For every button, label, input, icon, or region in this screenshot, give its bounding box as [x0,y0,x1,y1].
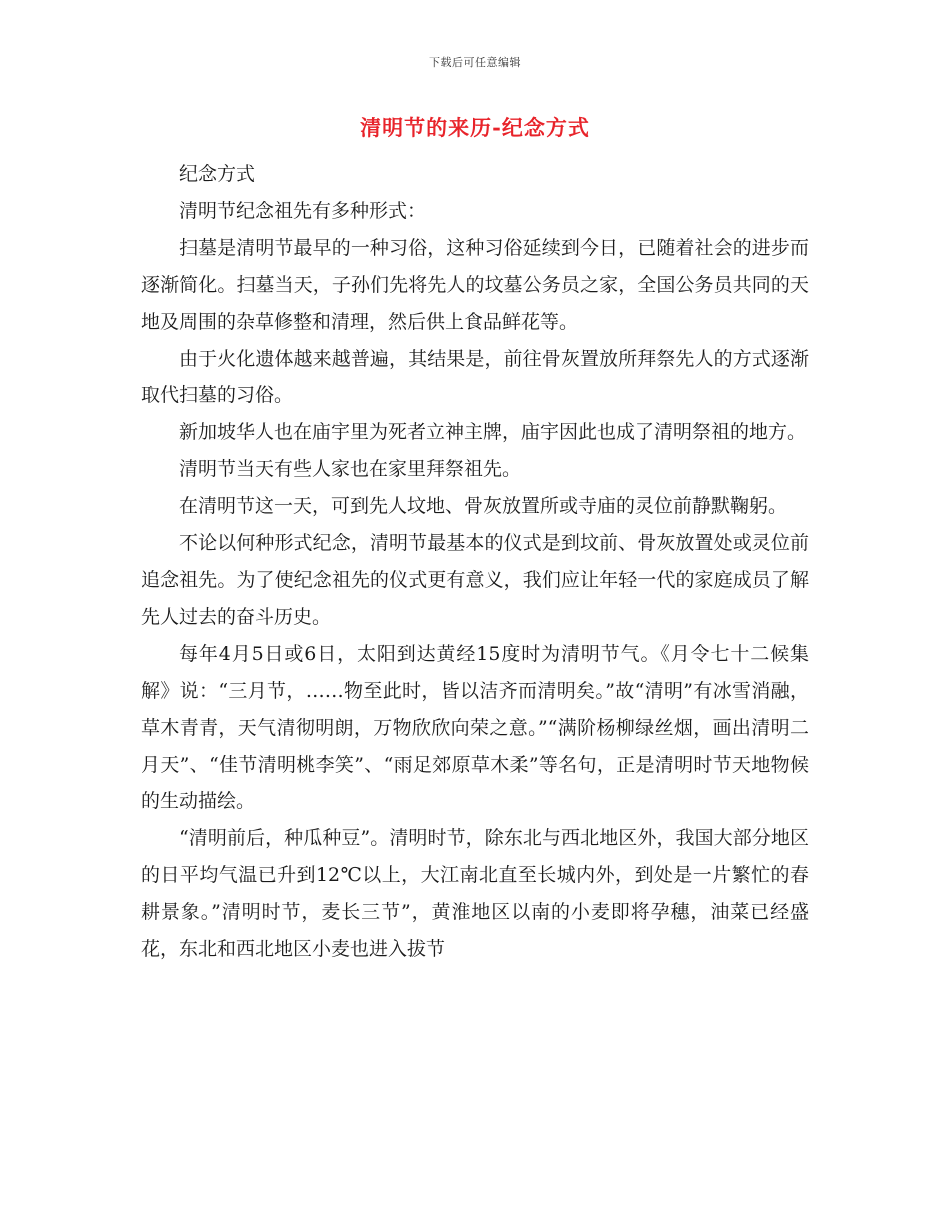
paragraph: 新加坡华人也在庙宇里为死者立神主牌，庙宇因此也成了清明祭祖的地方。 [179,421,807,444]
paragraph: 纪念方式 [179,163,256,185]
paragraph: 在清明节这一天，可到先人坟地、骨灰放置所或寺庙的灵位前静默鞠躬。 [179,495,788,518]
paragraph: 清明节纪念祖先有多种形式： [179,199,427,222]
page-header-note: 下载后可任意编辑 [429,56,521,69]
paragraph: 扫墓是清明节最早的一种习俗，这种习俗延续到今日，已随着社会的进步而逐渐简化。扫墓当天，子孙们先将先人的坟墓公务员之家，全国公务员共同的天地及周围的杂草修整和清理，然后供上食品鲜花等。 [141,236,809,333]
document-body [141,156,809,968]
paragraph: 由于火化遗体越来越普遍，其结果是，前往骨灰置放所拜祭先人的方式逐渐取代扫墓的习俗。 [141,347,809,407]
paragraph: 每年4月5日或6日，太阳到达黄经15度时为清明节气。《月令七十二候集解》说：“三月节，……物至此时，皆以洁齐而清明矣。”故“清明”有冰雪消融，草木青青，天气清彻明朗，万物欣欣向荣之意。”“满阶杨柳绿丝烟，画出清明二月天”、“佳节清明桃李笑”、“雨足郊原草木柔”等名句，正是清明时节天地物候的生动描绘。 [141,642,809,813]
paragraph: “清明前后，种瓜种豆”。清明时节，除东北与西北地区外，我国大部分地区的日平均气温已升到12℃以上，大江南北直至长城内外，到处是一片繁忙的春耕景象。”清明时节，麦长三节”，黄淮地区以南的小麦即将孕穗，油菜已经盛花，东北和西北地区小麦也进入拔节 [141,827,809,961]
paragraph: 清明节当天有些人家也在家里拜祭祖先。 [179,458,522,481]
paragraph: 不论以何种形式纪念，清明节最基本的仪式是到坟前、骨灰放置处或灵位前追念祖先。为了使纪念祖先的仪式更有意义，我们应让年轻一代的家庭成员了解先人过去的奋斗历史。 [141,532,809,628]
document-title: 清明节的来历-纪念方式 [360,115,590,140]
